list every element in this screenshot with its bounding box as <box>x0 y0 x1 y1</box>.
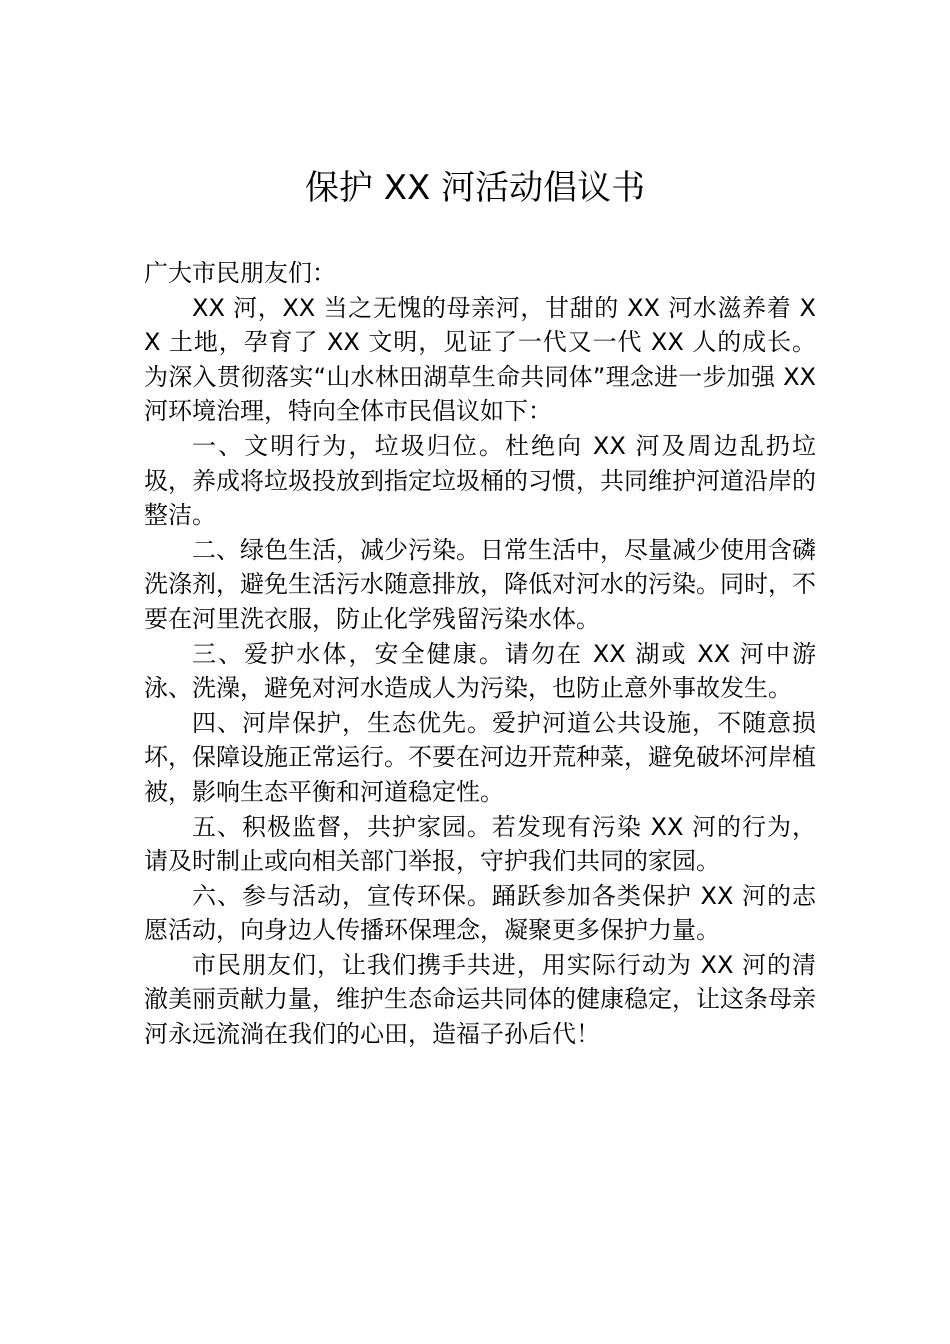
paragraph-intro: XX 河，XX 当之无愧的母亲河，甘甜的 XX 河水滋养着 XX 土地，孕育了 XX 文明，见证了一代又一代 XX 人的成长。为深入贯彻落实“山水林田湖草生命共同体”理念进一步加强 XX 河环境治理，特向全体市民倡议如下： <box>144 293 816 426</box>
paragraph-item-3: 三、爱护水体，安全健康。请勿在 XX 湖或 XX 河中游泳、洗澡，避免对河水造成人为污染，也防止意外事故发生。 <box>144 639 816 703</box>
salutation: 广大市民朋友们： <box>144 259 336 287</box>
paragraph-item-6: 六、参与活动，宣传环保。踊跃参加各类保护 XX 河的志愿活动，向身边人传播环保理念，凝聚更多保护力量。 <box>144 881 816 945</box>
paragraph-item-2: 二、绿色生活，减少污染。日常生活中，尽量减少使用含磷洗涤剂，避免生活污水随意排放，降低对河水的污染。同时，不要在河里洗衣服，防止化学残留污染水体。 <box>144 535 816 633</box>
document-title: 保护 XX 河活动倡议书 <box>304 168 646 208</box>
paragraph-item-1: 一、文明行为，垃圾归位。杜绝向 XX 河及周边乱扔垃圾，养成将垃圾投放到指定垃圾桶的习惯，共同维护河道沿岸的整洁。 <box>144 431 816 530</box>
paragraph-item-5: 五、积极监督，共护家园。若发现有污染 XX 河的行为，请及时制止或向相关部门举报，守护我们共同的家园。 <box>144 812 816 876</box>
paragraph-closing: 市民朋友们，让我们携手共进，用实际行动为 XX 河的清澈美丽贡献力量，维护生态命运共同体的健康稳定，让这条母亲河永远流淌在我们的心田，造福子孙后代！ <box>144 950 816 1049</box>
paragraph-item-4: 四、河岸保护，生态优先。爱护河道公共设施，不随意损坏，保障设施正常运行。不要在河边开荒种菜，避免破坏河岸植被，影响生态平衡和河道稳定性。 <box>144 708 816 806</box>
document-body <box>144 256 816 1052</box>
